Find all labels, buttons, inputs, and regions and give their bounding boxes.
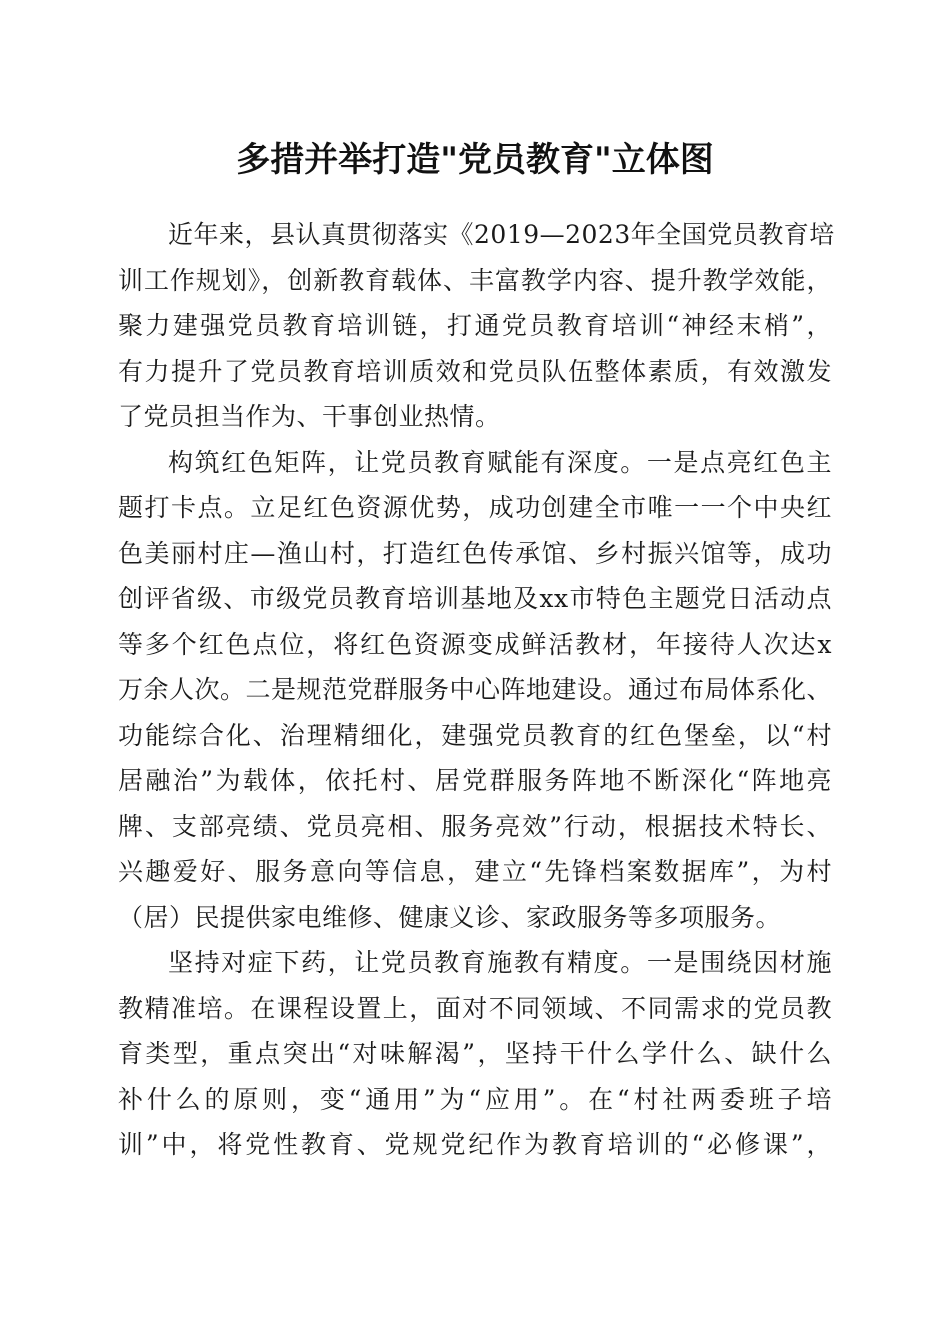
paragraph-targeted-teaching [118,940,832,1168]
document-title: 多措并举打造"党员教育"立体图 [236,140,714,180]
text-line: 补什么的原则，变“通用”为“应用”。在“村社两委班子培 [118,1084,832,1114]
paragraph-red-matrix [118,440,832,941]
text-line: 题打卡点。立足红色资源优势，成功创建全市唯一一个中央红 [118,493,832,522]
text-line: 功能综合化、治理精细化，建强党员教育的红色堡垒，以“村 [118,720,832,750]
text-line: （居）民提供家电维修、健康义诊、家政服务等多项服务。 [118,902,782,932]
text-line: 坚持对症下药，让党员教育施教有精度。一是围绕因材施 [168,948,832,977]
text-line: 万余人次。二是规范党群服务中心阵地建设。通过布局体系化、 [118,675,833,704]
text-line: 教精准培。在课程设置上，面对不同领域、不同需求的党员教 [118,993,832,1023]
text-line: 训”中，将党性教育、党规党纪作为教育培训的“必修课”， [118,1130,832,1159]
text-line: 创评省级、市级党员教育培训基地及xx市特色主题党日活动点 [118,584,832,613]
text-line: 构筑红色矩阵，让党员教育赋能有深度。一是点亮红色主 [168,447,832,477]
document-body [118,212,835,1168]
text-line: 牌、支部亮绩、党员亮相、服务亮效”行动，根据技术特长、 [118,811,832,841]
text-line: 近年来，县认真贯彻落实《2019—2023年全国党员教育培 [168,220,835,249]
text-line: 等多个红色点位，将红色资源变成鲜活教材，年接待人次达x [118,629,832,659]
text-line: 聚力建强党员教育培训链，打通党员教育培训“神经末梢”， [118,311,832,340]
text-line: 居融治”为载体，依托村、居党群服务阵地不断深化“阵地亮 [118,766,832,795]
text-line: 训工作规划》，创新教育载体、丰富教学内容、提升教学效能， [118,265,832,295]
text-line: 了党员担当作为、干事创业热情。 [118,402,501,431]
text-line: 色美丽村庄—渔山村，打造红色传承馆、乡村振兴馆等，成功 [118,538,832,568]
text-line: 育类型，重点突出“对味解渴”，坚持干什么学什么、缺什么 [118,1039,832,1068]
text-line: 兴趣爱好、服务意向等信息，建立“先锋档案数据库”，为村 [118,857,832,886]
text-line: 有力提升了党员教育培训质效和党员队伍整体素质，有效激发 [118,356,832,386]
paragraph-intro [118,212,835,440]
